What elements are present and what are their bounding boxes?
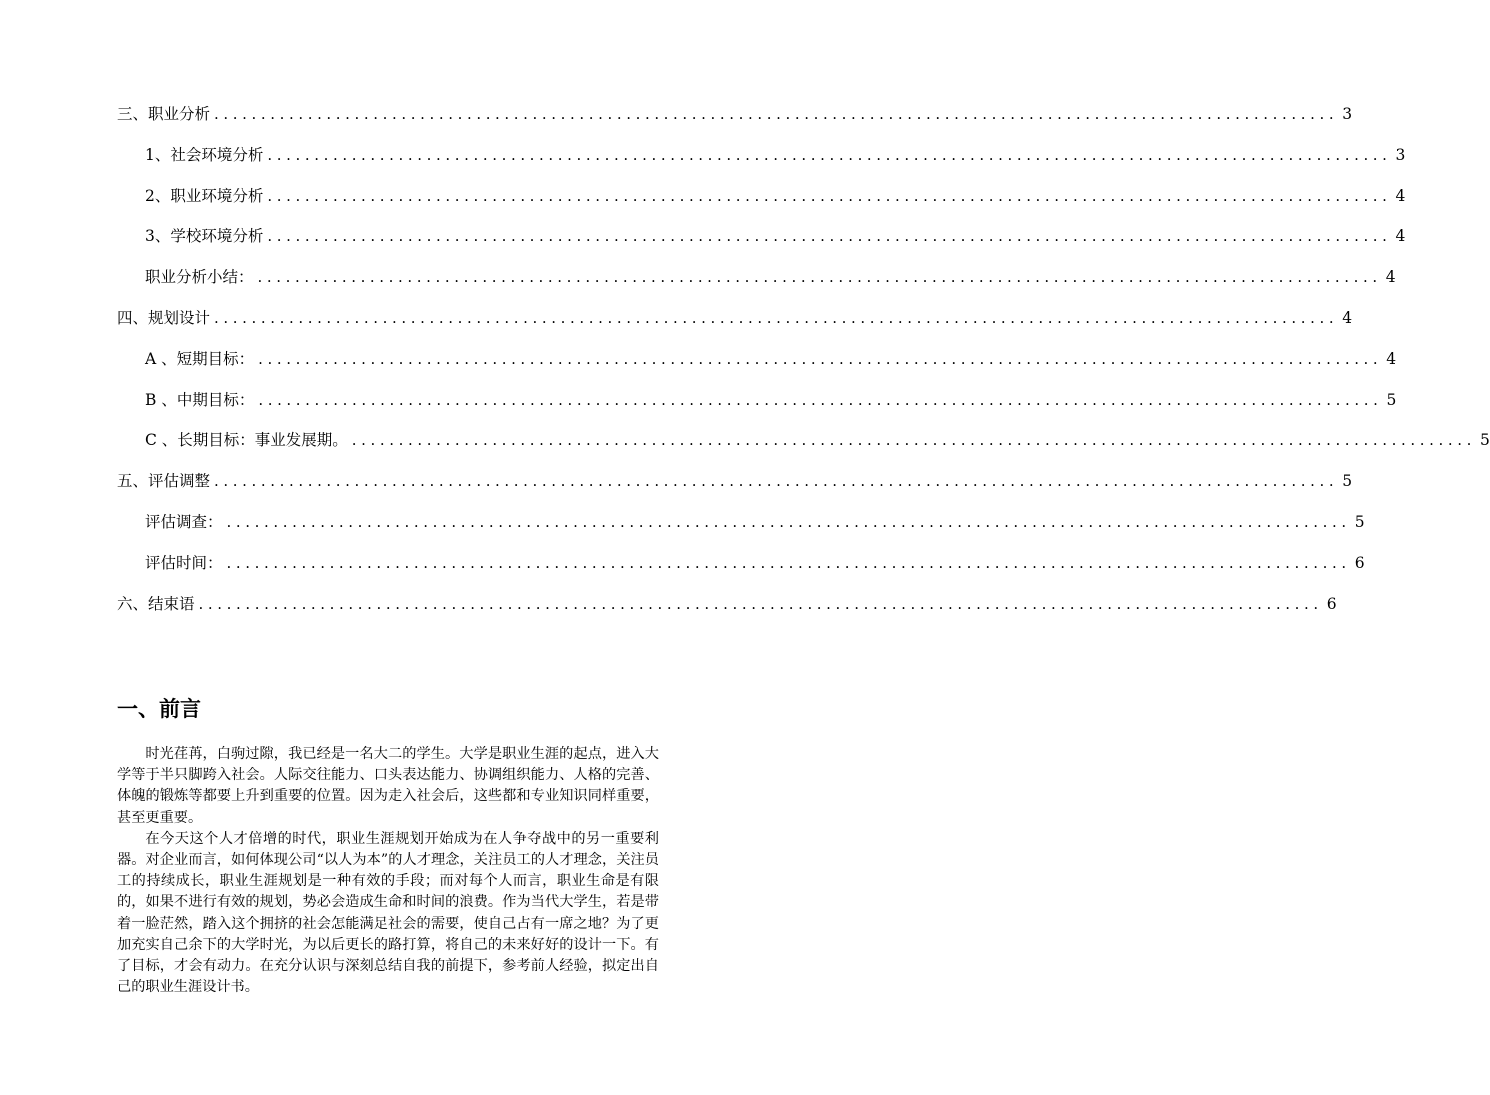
paragraph-2: 在今天这个人才倍增的时代，职业生涯规划开始成为在人争夺战中的另一重要利器。对企业而言，如何体现公司“以人为本”的人才理念，关注员工的人才理念，关注员工的持续成长，职业生涯规划是一种有效的手段；而对每个人而言，职业生命是有限的，如果不进行有效的规划，势必会造成生命和时间的浪费。作为当代大学生，若是带着一脸茫然，踏入这个拥挤的社会怎能满足社会的需要，使自己占有一席之地？为了更加充实自己余下的大学时光，为以后更长的路打算，将自己的未来好好的设计一下。有了目标，才会有动力。在充分认识与深刻总结自我的前提下，参考前人经验，拟定出自己的职业生涯设计书。: [117, 830, 659, 996]
toc-dot-leader: ........................................................................................................................: [226, 553, 1351, 572]
toc-dot-leader: ........................................................................................................................: [267, 186, 1392, 205]
toc-entry[interactable]: [117, 590, 1337, 631]
toc-dot-leader: ........................................................................................................................: [351, 431, 1476, 450]
toc-entry[interactable]: [117, 386, 1397, 427]
toc-entry-label: 职业分析小结：: [145, 268, 254, 287]
toc-entry-label: 评估时间：: [145, 553, 223, 572]
toc-dot-leader: ........................................................................................................................: [267, 145, 1392, 164]
paragraph-1: 时光荏苒，白驹过隙，我已经是一名大二的学生。大学是职业生涯的起点，进入大学等于半只脚跨入社会。人际交往能力、口头表达能力、协调组织能力、人格的完善、体魄的锻炼等都要上升到重要的位置。因为走入社会后，这些都和专业知识同样重要，甚至更重要。: [117, 746, 659, 826]
toc-entry-label: 四、规划设计: [117, 308, 211, 327]
toc-entry[interactable]: [117, 304, 1353, 345]
toc-dot-leader: ........................................................................................................................: [226, 512, 1351, 531]
toc-entry-page: 5: [1479, 431, 1490, 450]
section-title: 一、前言: [117, 697, 201, 721]
toc-entry[interactable]: [117, 467, 1353, 508]
toc-entry[interactable]: [117, 263, 1396, 304]
section-body: [117, 744, 659, 998]
toc-entry-page: 4: [1385, 268, 1396, 287]
toc-dot-leader: ........................................................................................................................: [214, 472, 1339, 491]
toc-entry[interactable]: [117, 508, 1365, 549]
toc-dot-leader: ........................................................................................................................: [198, 594, 1323, 613]
toc-entry[interactable]: [117, 345, 1397, 386]
toc-entry-label: B 、中期目标：: [145, 390, 255, 409]
toc-dot-leader: ........................................................................................................................: [214, 105, 1339, 123]
toc-entry-page: 6: [1326, 594, 1337, 613]
toc-entry[interactable]: [117, 222, 1406, 263]
toc-entry[interactable]: [117, 426, 1490, 467]
toc-entry[interactable]: [117, 182, 1406, 223]
toc-entry-label: 评估调查：: [145, 512, 223, 531]
toc-entry-label: 2、职业环境分析: [145, 186, 264, 205]
toc-entry-page: 5: [1354, 512, 1365, 531]
toc-entry-page: 6: [1354, 553, 1365, 572]
toc-entry-page: 5: [1386, 390, 1397, 409]
toc-dot-leader: ........................................................................................................................: [267, 227, 1392, 246]
toc-entry[interactable]: [117, 141, 1406, 182]
toc-dot-leader: ........................................................................................................................: [257, 268, 1382, 287]
toc-entry-label: 1、社会环境分析: [145, 145, 264, 164]
table-of-contents: [117, 100, 1490, 630]
toc-entry[interactable]: [117, 100, 1353, 141]
toc-dot-leader: ........................................................................................................................: [258, 390, 1383, 409]
toc-entry-page: 5: [1342, 472, 1353, 491]
toc-dot-leader: ........................................................................................................................: [258, 349, 1383, 368]
toc-entry-page: 3: [1342, 105, 1353, 123]
toc-entry-label: A 、短期目标：: [145, 349, 255, 368]
toc-dot-leader: ........................................................................................................................: [214, 308, 1339, 327]
toc-entry-label: 3、学校环境分析: [145, 227, 264, 246]
toc-entry-label: 五、评估调整: [117, 472, 211, 491]
toc-entry-label: C 、长期目标：事业发展期。: [145, 431, 348, 450]
toc-entry[interactable]: [117, 549, 1365, 590]
toc-entry-page: 4: [1342, 308, 1353, 327]
toc-entry-page: 4: [1395, 227, 1406, 246]
toc-entry-page: 4: [1395, 186, 1406, 205]
toc-entry-label: 六、结束语: [117, 594, 195, 613]
toc-entry-page: 3: [1395, 145, 1406, 164]
toc-entry-page: 4: [1386, 349, 1397, 368]
toc-entry-label: 三、职业分析: [117, 105, 211, 123]
